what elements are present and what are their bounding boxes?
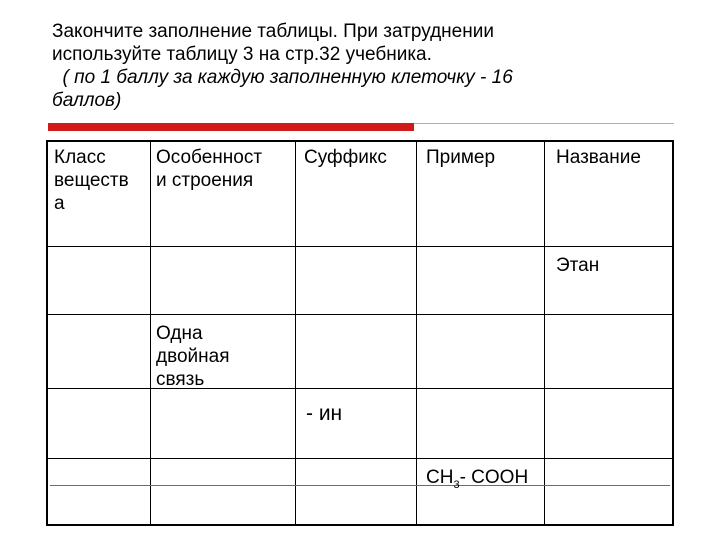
header-class-line: а xyxy=(54,193,65,214)
header-suffix: Суффикс xyxy=(304,147,387,168)
row2-feature-line: двойная xyxy=(156,346,230,367)
row2-feature-cell xyxy=(156,322,230,391)
formula-subscript: 3 xyxy=(453,478,460,491)
row-divider xyxy=(48,388,672,389)
row-divider xyxy=(48,314,672,315)
column-divider xyxy=(295,142,296,524)
header-feature-line: и строения xyxy=(156,170,254,191)
row4-example-cell xyxy=(426,466,528,489)
header-class xyxy=(54,146,129,215)
header-example: Пример xyxy=(426,147,496,168)
header-class-line: веществ xyxy=(54,170,129,191)
column-divider xyxy=(416,142,417,524)
instruction-line-3: ( по 1 баллу за каждую заполненную клеточку - 16 xyxy=(52,67,513,88)
row2-feature-line: связь xyxy=(156,369,205,390)
header-name: Название xyxy=(556,147,641,168)
row2-feature-line: Одна xyxy=(156,323,203,344)
formula-part: - COOH xyxy=(459,467,529,488)
chemistry-table xyxy=(46,140,674,526)
row3-suffix-cell: - ин xyxy=(306,402,343,425)
red-guide-line xyxy=(50,485,670,486)
row-divider xyxy=(48,246,672,247)
instruction-line-2: используйте таблицу 3 на стр.32 учебника. xyxy=(52,44,432,65)
instruction-line-4: баллов) xyxy=(52,90,122,111)
column-divider xyxy=(150,142,151,524)
formula-part: CH xyxy=(426,467,454,488)
accent-bar xyxy=(48,123,414,131)
column-divider xyxy=(544,142,545,524)
task-instructions xyxy=(52,20,672,112)
row1-name-cell: Этан xyxy=(556,255,600,276)
row-divider xyxy=(48,458,672,459)
header-feature xyxy=(156,146,262,192)
header-class-line: Класс xyxy=(54,147,106,168)
instruction-line-1: Закончите заполнение таблицы. При затруднении xyxy=(52,21,494,42)
header-feature-line: Особенност xyxy=(156,147,263,168)
